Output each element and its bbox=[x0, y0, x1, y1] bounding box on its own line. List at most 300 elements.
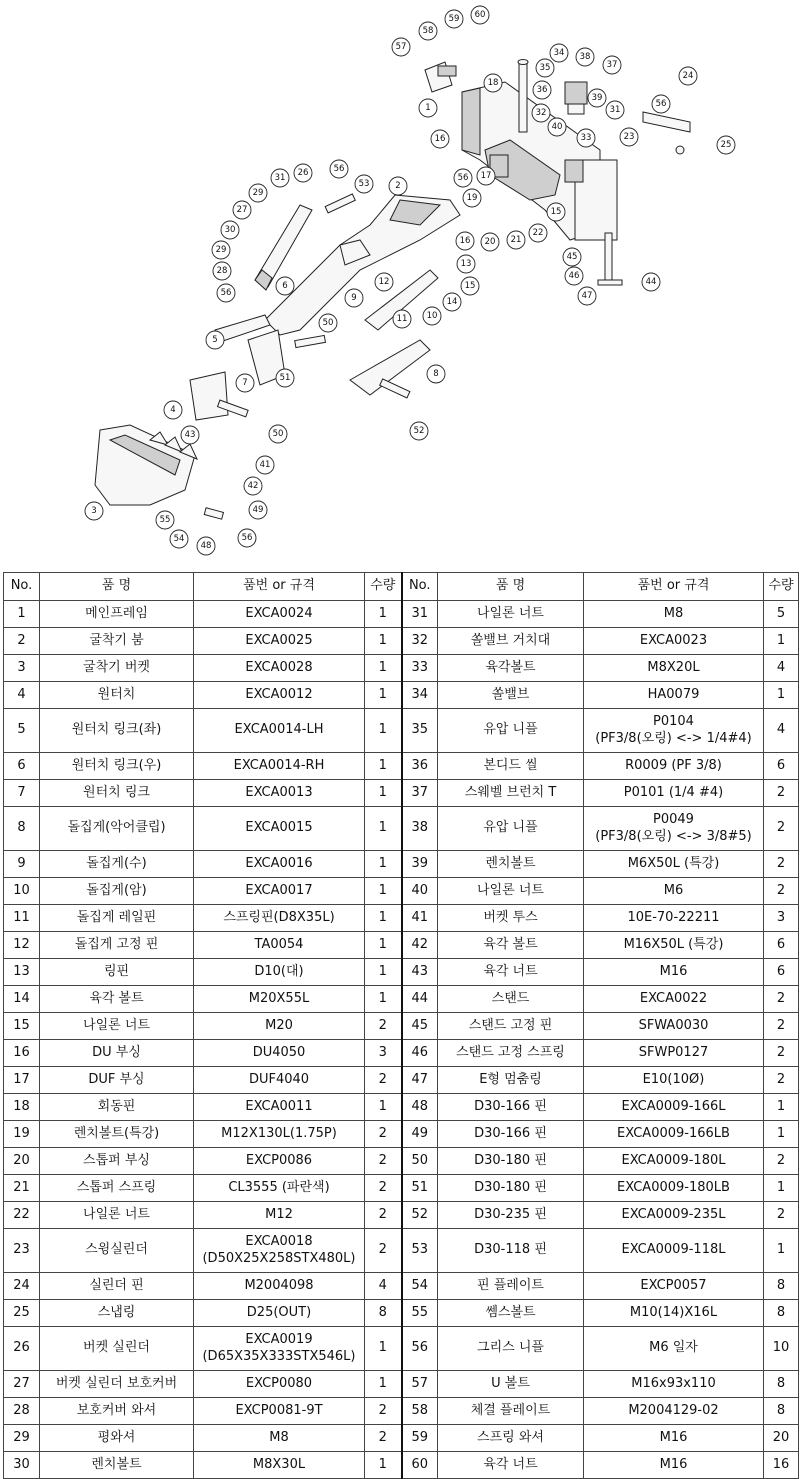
header-spec: 품번 or 규격 bbox=[584, 573, 764, 601]
callout-50 bbox=[319, 314, 337, 332]
part-no-cell: 47 bbox=[402, 1067, 438, 1094]
callout-label: 49 bbox=[252, 505, 264, 515]
part-spec-cell: CL3555 (파란색) bbox=[194, 1175, 365, 1202]
callout-label: 56 bbox=[220, 288, 232, 298]
part-no-cell: 26 bbox=[4, 1327, 40, 1371]
part-spec-cell: P0101 (1/4 #4) bbox=[584, 780, 764, 807]
part-no-cell: 24 bbox=[4, 1273, 40, 1300]
part-spec-cell: 10E-70-22211 bbox=[584, 905, 764, 932]
part-name-cell: 돌집게(악어클립) bbox=[40, 807, 194, 851]
table-row bbox=[4, 682, 799, 709]
part-name-cell: D30-180 핀 bbox=[438, 1148, 584, 1175]
callout-label: 34 bbox=[553, 48, 565, 58]
callout-47 bbox=[578, 287, 596, 305]
part-name-cell: 육각 볼트 bbox=[40, 986, 194, 1013]
part-name-cell: 스프링 와셔 bbox=[438, 1425, 584, 1452]
callout-label: 4 bbox=[170, 405, 176, 415]
header-name: 품 명 bbox=[438, 573, 584, 601]
part-no-cell: 12 bbox=[4, 932, 40, 959]
part-no-cell: 43 bbox=[402, 959, 438, 986]
part-spec-cell: M16 bbox=[584, 1452, 764, 1479]
callout-59 bbox=[445, 10, 463, 28]
callout-label: 36 bbox=[536, 85, 548, 95]
part-spec-cell: M16 bbox=[584, 959, 764, 986]
table-row bbox=[4, 851, 799, 878]
part-no-cell: 32 bbox=[402, 628, 438, 655]
callout-label: 55 bbox=[159, 515, 171, 525]
one-touch-part bbox=[190, 372, 228, 420]
callout-label: 42 bbox=[247, 481, 259, 491]
part-qty-cell: 1 bbox=[764, 682, 799, 709]
part-no-cell: 4 bbox=[4, 682, 40, 709]
callout-label: 25 bbox=[720, 140, 732, 150]
table-row bbox=[4, 1371, 799, 1398]
part-name-cell: 원터치 링크(우) bbox=[40, 753, 194, 780]
part-qty-cell: 4 bbox=[764, 709, 799, 753]
callout-label: 60 bbox=[474, 10, 486, 20]
part-name-cell: 쎔스볼트 bbox=[438, 1300, 584, 1327]
part-no-cell: 5 bbox=[4, 709, 40, 753]
callout-label: 8 bbox=[433, 369, 439, 379]
header-spec: 품번 or 규격 bbox=[194, 573, 365, 601]
callout-23 bbox=[620, 128, 638, 146]
callout-56 bbox=[238, 529, 256, 547]
callout-label: 16 bbox=[459, 236, 471, 246]
part-qty-cell: 1 bbox=[365, 932, 402, 959]
part-spec-cell bbox=[584, 807, 764, 851]
header-name: 품 명 bbox=[40, 573, 194, 601]
part-no-cell: 57 bbox=[402, 1371, 438, 1398]
spec-line-1: EXCA0019 bbox=[245, 1332, 313, 1348]
table-row bbox=[4, 1425, 799, 1452]
callout-43 bbox=[181, 426, 199, 444]
part-spec-cell bbox=[194, 1327, 365, 1371]
callout-27 bbox=[233, 201, 251, 219]
part-name-cell: 나일론 너트 bbox=[438, 878, 584, 905]
table-row bbox=[4, 932, 799, 959]
part-qty-cell: 1 bbox=[764, 1229, 799, 1273]
part-spec-cell: EXCP0057 bbox=[584, 1273, 764, 1300]
table-row bbox=[4, 986, 799, 1013]
part-qty-cell: 2 bbox=[764, 986, 799, 1013]
callout-label: 50 bbox=[272, 429, 284, 439]
part-name-cell: 유압 니플 bbox=[438, 709, 584, 753]
part-no-cell: 34 bbox=[402, 682, 438, 709]
callout-34 bbox=[550, 44, 568, 62]
callout-18 bbox=[484, 74, 502, 92]
part-name-cell: 링핀 bbox=[40, 959, 194, 986]
part-name-cell: 버켓 실린더 bbox=[40, 1327, 194, 1371]
part-name-cell: 쏠밸브 거치대 bbox=[438, 628, 584, 655]
callout-label: 54 bbox=[173, 534, 185, 544]
callout-52 bbox=[410, 422, 428, 440]
callout-58 bbox=[419, 22, 437, 40]
part-name-cell: 육각 너트 bbox=[438, 1452, 584, 1479]
callout-label: 27 bbox=[236, 205, 248, 215]
part-qty-cell: 6 bbox=[764, 932, 799, 959]
part-qty-cell: 1 bbox=[365, 601, 402, 628]
part-qty-cell: 2 bbox=[764, 878, 799, 905]
callout-label: 20 bbox=[484, 237, 496, 247]
table-row bbox=[4, 1452, 799, 1479]
part-no-cell: 45 bbox=[402, 1013, 438, 1040]
part-qty-cell: 2 bbox=[365, 1398, 402, 1425]
callout-38 bbox=[576, 48, 594, 66]
part-name-cell: 실린더 핀 bbox=[40, 1273, 194, 1300]
callout-56 bbox=[217, 284, 235, 302]
parts-list-table bbox=[3, 572, 799, 1479]
part-name-cell: 스윙실린더 bbox=[40, 1229, 194, 1273]
part-no-cell: 48 bbox=[402, 1094, 438, 1121]
part-spec-cell: EXCP0080 bbox=[194, 1371, 365, 1398]
callout-29 bbox=[249, 184, 267, 202]
part-spec-cell bbox=[584, 709, 764, 753]
part-no-cell: 36 bbox=[402, 753, 438, 780]
part-name-cell: 육각 너트 bbox=[438, 959, 584, 986]
callout-label: 5 bbox=[212, 335, 218, 345]
part-qty-cell: 6 bbox=[764, 753, 799, 780]
callout-label: 39 bbox=[591, 93, 603, 103]
part-qty-cell: 2 bbox=[764, 780, 799, 807]
part-qty-cell: 2 bbox=[764, 1148, 799, 1175]
part-name-cell: D30-118 핀 bbox=[438, 1229, 584, 1273]
callout-label: 28 bbox=[216, 266, 228, 276]
table-row bbox=[4, 753, 799, 780]
table-row bbox=[4, 1175, 799, 1202]
callout-label: 31 bbox=[609, 105, 621, 115]
part-qty-cell: 2 bbox=[764, 1202, 799, 1229]
part-qty-cell: 2 bbox=[764, 1013, 799, 1040]
part-spec-cell: E10(10Ø) bbox=[584, 1067, 764, 1094]
part-name-cell: 육각 볼트 bbox=[438, 932, 584, 959]
spec-line-2: (PF3/8(오링) <-> 1/4#4) bbox=[595, 730, 752, 746]
callout-42 bbox=[244, 477, 262, 495]
part-name-cell: 평와셔 bbox=[40, 1425, 194, 1452]
part-spec-cell: SFWP0127 bbox=[584, 1040, 764, 1067]
part-name-cell: 쏠밸브 bbox=[438, 682, 584, 709]
callout-label: 37 bbox=[606, 60, 618, 70]
part-spec-cell: M16x93x110 bbox=[584, 1371, 764, 1398]
callout-label: 58 bbox=[422, 26, 434, 36]
callout-35 bbox=[536, 59, 554, 77]
callout-label: 38 bbox=[579, 52, 591, 62]
part-qty-cell: 2 bbox=[365, 1175, 402, 1202]
callout-55 bbox=[156, 511, 174, 529]
part-name-cell: 렌치볼트 bbox=[438, 851, 584, 878]
callout-label: 7 bbox=[242, 378, 248, 388]
callout-7 bbox=[236, 374, 254, 392]
part-name-cell: 렌치볼트 bbox=[40, 1452, 194, 1479]
callout-32 bbox=[532, 104, 550, 122]
part-spec-cell: M8 bbox=[194, 1425, 365, 1452]
part-no-cell: 9 bbox=[4, 851, 40, 878]
part-spec-cell: M12X130L(1.75P) bbox=[194, 1121, 365, 1148]
callout-label: 15 bbox=[464, 281, 476, 291]
callout-12 bbox=[375, 273, 393, 291]
part-name-cell: DUF 부싱 bbox=[40, 1067, 194, 1094]
callout-label: 40 bbox=[551, 122, 563, 132]
u-bolt-part bbox=[425, 62, 456, 92]
part-qty-cell: 20 bbox=[764, 1425, 799, 1452]
part-no-cell: 35 bbox=[402, 709, 438, 753]
callout-54 bbox=[170, 530, 188, 548]
part-no-cell: 54 bbox=[402, 1273, 438, 1300]
callout-label: 21 bbox=[510, 235, 522, 245]
callout-label: 33 bbox=[580, 133, 592, 143]
part-qty-cell: 1 bbox=[365, 753, 402, 780]
part-qty-cell: 3 bbox=[764, 905, 799, 932]
callout-25 bbox=[717, 136, 735, 154]
part-no-cell: 38 bbox=[402, 807, 438, 851]
table-row bbox=[4, 1273, 799, 1300]
part-spec-cell: EXCA0022 bbox=[584, 986, 764, 1013]
part-name-cell: 본디드 씰 bbox=[438, 753, 584, 780]
part-name-cell: 보호커버 와셔 bbox=[40, 1398, 194, 1425]
part-qty-cell: 3 bbox=[365, 1040, 402, 1067]
callout-label: 9 bbox=[351, 293, 357, 303]
table-row bbox=[4, 1300, 799, 1327]
callout-label: 11 bbox=[396, 314, 408, 324]
part-no-cell: 29 bbox=[4, 1425, 40, 1452]
part-qty-cell: 2 bbox=[764, 1040, 799, 1067]
table-row bbox=[4, 709, 799, 753]
callout-44 bbox=[642, 273, 660, 291]
part-name-cell: DU 부싱 bbox=[40, 1040, 194, 1067]
pivot-pin-part bbox=[518, 60, 528, 133]
callout-label: 2 bbox=[395, 181, 401, 191]
part-spec-cell: EXCA0009-235L bbox=[584, 1202, 764, 1229]
part-spec-cell: M2004098 bbox=[194, 1273, 365, 1300]
part-spec-cell: M20 bbox=[194, 1013, 365, 1040]
callout-label: 22 bbox=[532, 228, 544, 238]
callout-3 bbox=[85, 502, 103, 520]
part-qty-cell: 1 bbox=[764, 1094, 799, 1121]
part-no-cell: 60 bbox=[402, 1452, 438, 1479]
part-name-cell: 체결 플레이트 bbox=[438, 1398, 584, 1425]
part-no-cell: 6 bbox=[4, 753, 40, 780]
part-spec-cell: D10(대) bbox=[194, 959, 365, 986]
callout-53 bbox=[355, 175, 373, 193]
callout-label: 52 bbox=[413, 426, 425, 436]
header-no: No. bbox=[402, 573, 438, 601]
table-row bbox=[4, 1202, 799, 1229]
part-name-cell: 스탠드 고정 스프링 bbox=[438, 1040, 584, 1067]
callout-6 bbox=[276, 277, 294, 295]
part-no-cell: 40 bbox=[402, 878, 438, 905]
part-no-cell: 1 bbox=[4, 601, 40, 628]
callout-label: 53 bbox=[358, 179, 370, 189]
table-row bbox=[4, 1327, 799, 1371]
part-name-cell: 회동핀 bbox=[40, 1094, 194, 1121]
part-spec-cell: SFWA0030 bbox=[584, 1013, 764, 1040]
part-qty-cell: 2 bbox=[365, 1425, 402, 1452]
part-no-cell: 3 bbox=[4, 655, 40, 682]
part-spec-cell: M12 bbox=[194, 1202, 365, 1229]
part-no-cell: 10 bbox=[4, 878, 40, 905]
part-name-cell: 돌집게 고정 핀 bbox=[40, 932, 194, 959]
part-name-cell: 원터치 링크(좌) bbox=[40, 709, 194, 753]
callout-49 bbox=[249, 501, 267, 519]
callout-20 bbox=[481, 233, 499, 251]
callout-label: 41 bbox=[259, 460, 271, 470]
part-qty-cell: 1 bbox=[764, 1121, 799, 1148]
callout-label: 56 bbox=[457, 173, 469, 183]
callout-50 bbox=[269, 425, 287, 443]
part-qty-cell: 1 bbox=[365, 959, 402, 986]
part-qty-cell: 6 bbox=[764, 959, 799, 986]
part-name-cell: U 볼트 bbox=[438, 1371, 584, 1398]
header-qty: 수량 bbox=[365, 573, 402, 601]
part-no-cell: 15 bbox=[4, 1013, 40, 1040]
callout-16 bbox=[456, 232, 474, 250]
part-name-cell: 버켓 실린더 보호커버 bbox=[40, 1371, 194, 1398]
part-no-cell: 21 bbox=[4, 1175, 40, 1202]
table-row bbox=[4, 655, 799, 682]
part-name-cell: 그리스 니플 bbox=[438, 1327, 584, 1371]
callout-label: 35 bbox=[539, 63, 551, 73]
part-qty-cell: 8 bbox=[764, 1371, 799, 1398]
part-no-cell: 59 bbox=[402, 1425, 438, 1452]
callout-22 bbox=[529, 224, 547, 242]
callout-label: 13 bbox=[460, 259, 472, 269]
part-name-cell: 렌치볼트(특강) bbox=[40, 1121, 194, 1148]
callout-label: 48 bbox=[200, 541, 212, 551]
part-qty-cell: 1 bbox=[365, 1094, 402, 1121]
callout-15 bbox=[461, 277, 479, 295]
part-name-cell: 원터치 링크 bbox=[40, 780, 194, 807]
table-row bbox=[4, 1398, 799, 1425]
part-qty-cell: 1 bbox=[764, 1175, 799, 1202]
part-spec-cell: D25(OUT) bbox=[194, 1300, 365, 1327]
part-no-cell: 8 bbox=[4, 807, 40, 851]
header-qty: 수량 bbox=[764, 573, 799, 601]
callout-48 bbox=[197, 537, 215, 555]
callout-label: 45 bbox=[566, 252, 578, 262]
callout-29 bbox=[212, 241, 230, 259]
part-spec-cell: DUF4040 bbox=[194, 1067, 365, 1094]
part-qty-cell: 1 bbox=[365, 1371, 402, 1398]
part-qty-cell: 2 bbox=[365, 1202, 402, 1229]
part-no-cell: 13 bbox=[4, 959, 40, 986]
part-no-cell: 19 bbox=[4, 1121, 40, 1148]
table-row bbox=[4, 905, 799, 932]
part-qty-cell: 1 bbox=[365, 1327, 402, 1371]
part-spec-cell: EXCA0009-166LB bbox=[584, 1121, 764, 1148]
part-spec-cell: M20X55L bbox=[194, 986, 365, 1013]
part-no-cell: 56 bbox=[402, 1327, 438, 1371]
table-header-row bbox=[4, 573, 799, 601]
exploded-view-diagram bbox=[0, 0, 800, 560]
part-no-cell: 27 bbox=[4, 1371, 40, 1398]
part-spec-cell: DU4050 bbox=[194, 1040, 365, 1067]
callout-56 bbox=[652, 95, 670, 113]
part-qty-cell: 1 bbox=[365, 807, 402, 851]
callout-label: 46 bbox=[568, 271, 580, 281]
callout-19 bbox=[463, 189, 481, 207]
part-spec-cell: M8 bbox=[584, 601, 764, 628]
part-spec-cell: M16X50L (특강) bbox=[584, 932, 764, 959]
part-no-cell: 55 bbox=[402, 1300, 438, 1327]
part-qty-cell: 2 bbox=[365, 1067, 402, 1094]
part-spec-cell: M2004129-02 bbox=[584, 1398, 764, 1425]
table-row bbox=[4, 1229, 799, 1273]
part-spec-cell: EXCA0024 bbox=[194, 601, 365, 628]
spec-line-2: (D50X25X258STX480L) bbox=[202, 1250, 356, 1266]
part-name-cell: 돌집게(수) bbox=[40, 851, 194, 878]
part-name-cell: 원터치 bbox=[40, 682, 194, 709]
callout-label: 29 bbox=[215, 245, 227, 255]
part-no-cell: 18 bbox=[4, 1094, 40, 1121]
part-spec-cell: M8X30L bbox=[194, 1452, 365, 1479]
part-name-cell: D30-166 핀 bbox=[438, 1121, 584, 1148]
callout-31 bbox=[271, 169, 289, 187]
callout-label: 6 bbox=[282, 281, 288, 291]
part-no-cell: 28 bbox=[4, 1398, 40, 1425]
part-no-cell: 58 bbox=[402, 1398, 438, 1425]
part-qty-cell: 2 bbox=[764, 807, 799, 851]
callout-56 bbox=[454, 169, 472, 187]
part-name-cell: 버켓 투스 bbox=[438, 905, 584, 932]
part-qty-cell: 2 bbox=[365, 1148, 402, 1175]
table-row bbox=[4, 1148, 799, 1175]
part-spec-cell: M6 bbox=[584, 878, 764, 905]
part-spec-cell: EXCA0025 bbox=[194, 628, 365, 655]
part-qty-cell: 1 bbox=[365, 682, 402, 709]
callout-label: 24 bbox=[682, 71, 694, 81]
callout-label: 32 bbox=[535, 108, 547, 118]
header-no: No. bbox=[4, 573, 40, 601]
table-row bbox=[4, 1094, 799, 1121]
table-row bbox=[4, 878, 799, 905]
callout-15 bbox=[547, 203, 565, 221]
part-name-cell: 스탠드 고정 핀 bbox=[438, 1013, 584, 1040]
part-spec-cell: M6X50L (특강) bbox=[584, 851, 764, 878]
spec-line-2: (PF3/8(오링) <-> 3/8#5) bbox=[595, 828, 752, 844]
part-qty-cell: 10 bbox=[764, 1327, 799, 1371]
part-name-cell: 돌집게 레일핀 bbox=[40, 905, 194, 932]
part-qty-cell: 1 bbox=[365, 851, 402, 878]
part-spec-cell: EXCA0009-118L bbox=[584, 1229, 764, 1273]
part-name-cell: 나일론 너트 bbox=[438, 601, 584, 628]
part-name-cell: 스냅링 bbox=[40, 1300, 194, 1327]
part-no-cell: 7 bbox=[4, 780, 40, 807]
callout-label: 12 bbox=[378, 277, 390, 287]
callout-41 bbox=[256, 456, 274, 474]
part-name-cell: 스웨벨 브런치 T bbox=[438, 780, 584, 807]
callout-5 bbox=[206, 331, 224, 349]
part-qty-cell: 4 bbox=[764, 655, 799, 682]
callout-label: 56 bbox=[333, 164, 345, 174]
part-spec-cell: EXCA0009-180LB bbox=[584, 1175, 764, 1202]
part-name-cell: 스탠드 bbox=[438, 986, 584, 1013]
part-name-cell: 굴착기 버켓 bbox=[40, 655, 194, 682]
part-no-cell: 39 bbox=[402, 851, 438, 878]
part-spec-cell: EXCP0081-9T bbox=[194, 1398, 365, 1425]
part-no-cell: 20 bbox=[4, 1148, 40, 1175]
part-no-cell: 23 bbox=[4, 1229, 40, 1273]
callout-label: 56 bbox=[655, 99, 667, 109]
part-spec-cell: M16 bbox=[584, 1425, 764, 1452]
callout-11 bbox=[393, 310, 411, 328]
part-qty-cell: 1 bbox=[365, 628, 402, 655]
part-spec-cell: TA0054 bbox=[194, 932, 365, 959]
callout-label: 17 bbox=[480, 171, 492, 181]
callout-label: 23 bbox=[623, 132, 635, 142]
callout-40 bbox=[548, 118, 566, 136]
part-no-cell: 53 bbox=[402, 1229, 438, 1273]
part-spec-cell: M8X20L bbox=[584, 655, 764, 682]
part-no-cell: 31 bbox=[402, 601, 438, 628]
